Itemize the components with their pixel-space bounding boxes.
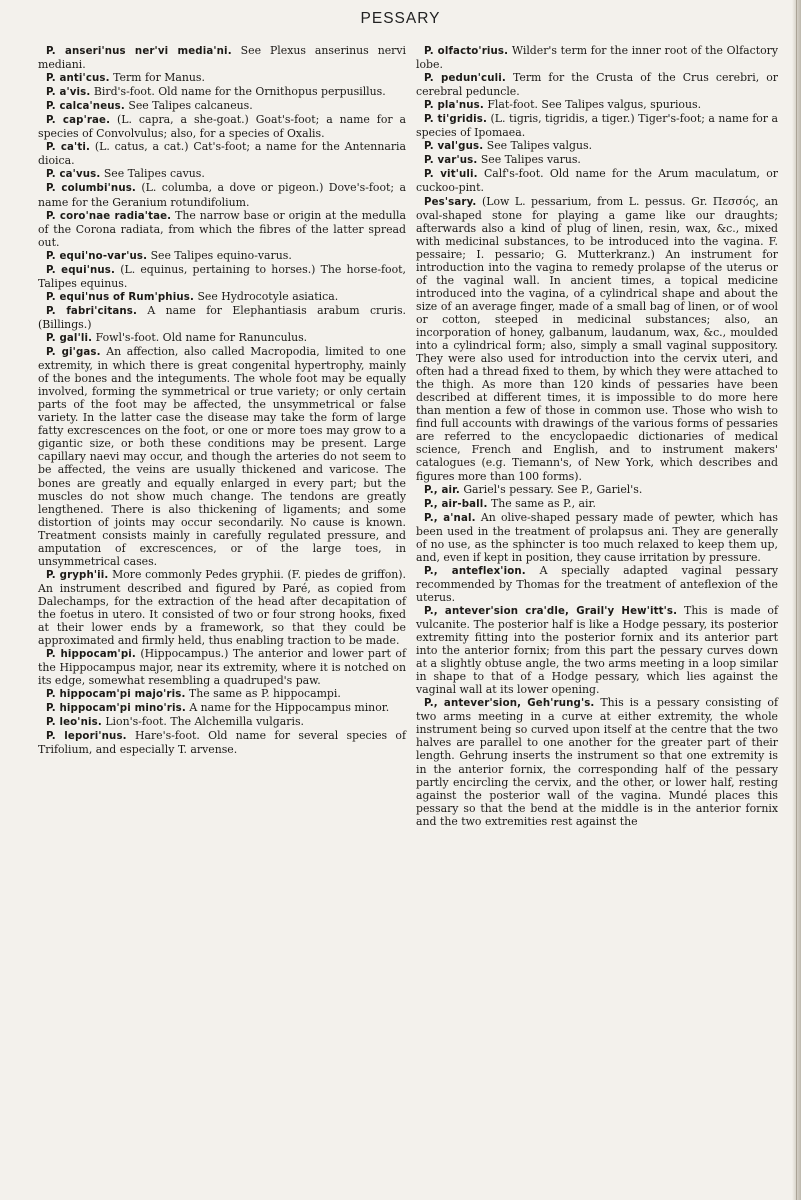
entry-definition: (L. columba, a dove or pigeon.) Dove's-foot; a name for the Geranium rotundifolium.: [38, 181, 406, 209]
entry-headword: P. ca'vus.: [46, 169, 101, 181]
page-header: PESSARY: [360, 10, 441, 27]
entry-headword: P. a'vis.: [46, 87, 91, 99]
entry-headword: P. vit'uli.: [424, 169, 478, 181]
entry-definition: See Talipes equino-varus.: [147, 248, 292, 262]
entry-definition: See Talipes valgus.: [483, 139, 593, 153]
entry-definition: Fowl's-foot. Old name for Ranunculus.: [92, 330, 308, 344]
dictionary-entry: [416, 167, 778, 194]
entry-headword: P. ti'gridis.: [424, 114, 488, 126]
entry-headword: P. equi'no-var'us.: [46, 250, 148, 262]
dictionary-entry: [416, 139, 778, 153]
entry-headword: P. fabri'citans.: [46, 305, 137, 317]
dictionary-entry: [416, 483, 778, 497]
entry-definition: See Hydrocotyle asiatica.: [193, 289, 339, 303]
entry-headword: Pes'sary.: [424, 196, 477, 208]
entry-headword: P. equi'nus of Rum'phius.: [46, 291, 194, 303]
dictionary-entry: [38, 99, 406, 113]
dictionary-entry: [38, 290, 406, 304]
entry-definition: Calf's-foot. Old name for the Arum maculatum, or cuckoo-pint.: [416, 167, 778, 195]
dictionary-entry: [38, 729, 406, 756]
dictionary-entry: [416, 71, 778, 98]
page-edge-line: [796, 0, 797, 1200]
entry-definition: A specially adapted vaginal pessary recommended by Thomas for the treatment of anteflexion of the uterus.: [416, 563, 778, 604]
entry-definition: More commonly Pedes gryphii. (F. piedes de griffon). An instrument described and figured by Paré, as copied from Dalechamps, for the extraction of the head after decapitation of the foetus in utero. It consisted of two or four strong hooks, fixed at their lower ends by a framework, so that they could be approximated and firmly held, thus enabling traction to be made.: [38, 567, 406, 648]
dictionary-entry: [38, 687, 406, 701]
entry-headword: P. gal'li.: [46, 332, 93, 344]
entry-definition: The narrow base or origin at the medulla of the Corona radiata, from which the fibres of the latter spread out.: [38, 208, 406, 249]
entry-headword: P. leo'nis.: [46, 717, 102, 729]
entry-headword: P. olfacto'rius.: [424, 46, 509, 57]
dictionary-entry: [38, 647, 406, 687]
entry-definition: An olive-shaped pessary made of pewter, which has been used in the treatment of prolapsus ani. They are generally of no use, as the sphincter is too much relaxed to keep them up, and, even if kept in position, they cause irritation by pressure.: [416, 510, 778, 564]
entry-definition: (L. equinus, pertaining to horses.) The horse-foot, Talipes equinus.: [38, 262, 406, 290]
dictionary-entry: [38, 304, 406, 331]
dictionary-entry: [38, 167, 406, 181]
entry-definition: See Talipes cavus.: [100, 167, 205, 181]
entry-headword: P., air-ball.: [424, 498, 488, 510]
dictionary-entry: [38, 249, 406, 263]
entry-definition: Term for Manus.: [109, 71, 205, 85]
entry-headword: P. cap'rae.: [46, 115, 111, 127]
entry-headword: P., antever'sion, Geh'rung's.: [424, 698, 595, 710]
dictionary-entry: [416, 564, 778, 604]
entry-headword: P. coro'nae radia'tae.: [46, 210, 172, 222]
entry-definition: See Plexus anserinus nervi mediani.: [38, 44, 406, 72]
entry-definition: (L. capra, a she-goat.) Goat's-foot; a name for a species of Convolvulus; also, for a species of Oxalis.: [38, 113, 406, 141]
left-column: [38, 44, 406, 756]
dictionary-entry: [38, 181, 406, 208]
entry-headword: P., antever'sion cra'dle, Grail'y Hew'itt's.: [424, 605, 678, 617]
dictionary-entry: [416, 44, 778, 71]
entry-definition: Wilder's term for the inner root of the Olfactory lobe.: [416, 44, 779, 72]
entry-headword: P. hippocam'pi mino'ris.: [46, 703, 186, 715]
entry-definition: Term for the Crusta of the Crus cerebri, or cerebral peduncle.: [416, 71, 778, 99]
entry-headword: P. hippocam'pi.: [46, 649, 136, 661]
dictionary-entry: [416, 153, 778, 167]
entry-headword: P. anti'cus.: [46, 73, 110, 85]
entry-headword: P. var'us.: [424, 155, 478, 167]
entry-headword: P. anseri'nus ner'vi media'ni.: [46, 46, 232, 57]
entry-definition: This is made of vulcanite. The posterior half is like a Hodge pessary, its posterior extremity fitting into the posterior fornix and its anterior part into the anterior fornix; from this part the pessary curves down at a slightly obtuse angle, the two arms meeting in a loop similar in shape to that of a Hodge pessary, which lies against the vaginal wall at its lower opening.: [416, 603, 778, 697]
dictionary-entry: [416, 112, 778, 139]
entry-headword: P., anteflex'ion.: [424, 565, 526, 577]
entry-headword: P. ca'ti.: [46, 142, 91, 154]
dictionary-entry: [38, 209, 406, 249]
dictionary-entry: [38, 113, 406, 140]
dictionary-entry: [416, 604, 778, 696]
dictionary-entry: [38, 71, 406, 85]
dictionary-entry: [38, 331, 406, 345]
dictionary-entry: [416, 511, 778, 564]
entry-definition: (Low L. pessarium, from L. pessus. Gr. Πεσσός, an oval-shaped stone for playing a game like our draughts; afterwards also a kind of plug of linen, resin, wax, &c., mixed with medicinal substances, to be introduced into the vagina. F. pessaire; I. pessario; G. Mutterkranz.) An instrument for introduction into the vagina to remedy prolapse of the uterus or of the vaginal wall. In ancient times, a topical medicine introduced into the vagina, of a cylindrical shape and about the size of an average finger, made of a small bag of linen, or of wool or cotton, steeped in medicinal substances; also, an incorporation of honey, galbanum, laudanum, wax, &c., moulded into a cylindrical form; also, simply a small vaginal suppository. They were also used for introduction into the cervix uteri, and often had a thread fixed to them, by which they were attached to the thigh. As more than 120 kinds of pessaries have been described at different times, it is impossible to do more here than mention a few of those in common use. Those who wish to find full accounts with drawings of the various forms of pessaries are referred to the encyclopaedic dictionaries of medical science, French and English, and to instrument makers' catalogues (e.g. Tiemann's, of New York, which describes and figures more than 100 forms).: [416, 194, 778, 483]
entry-headword: P. gi'gas.: [46, 347, 101, 359]
entry-definition: This is a pessary consisting of two arms meeting in a curve at either extremity, the whole instrument being so curved upon itself at the centre that the two halves are parallel to one another for the greater part of their length. Gehrung inserts the instrument so that one extremity is in the anterior fornix, the corresponding half of the pessary partly encircling the cervix, and the other, or lower half, resting against the posterior wall of the vagina. Mundé places this pessary so that the bend at the middle is in the anterior fornix and the two extremities rest against the: [416, 696, 778, 828]
dictionary-entry: [416, 497, 778, 511]
entry-definition: An affection, also called Macropodia, limited to one extremity, in which there is great congenital hypertrophy, mainly of the bones and the integuments. The whole foot may be equally involved, forming the symmetrical or true variety; or only certain parts of the foot may be affected, the unsymmetrical or false variety. In the latter case the disease may take the form of large fatty excrescences on the foot, or one or more toes may grow to a gigantic size, or both these conditions may be present. Large capillary naevi may occur, and though the arteries do not seem to be affected, the veins are usually thickened and varicose. The bones are greatly and equally enlarged in every part; but the muscles do not show much change. The tendons are greatly lengthened. There is also thickening of ligaments; and some distortion of joints may occur secondarily. No cause is known. Treatment consists mainly in carefully regulated pressure, and amputation of excrescences, or of the large toes, in unsymmetrical cases.: [38, 345, 406, 568]
right-column: [416, 44, 778, 828]
entry-definition: (Hippocampus.) The anterior and lower part of the Hippocampus major, near its extremity, where it is notched on its edge, somewhat resembling a quadruped's paw.: [38, 647, 406, 688]
dictionary-entry: [38, 140, 406, 167]
entry-headword: P. gryph'ii.: [46, 569, 109, 581]
dictionary-entry: [38, 44, 406, 71]
entry-definition: Gariel's pessary. See P., Gariel's.: [459, 482, 643, 496]
entry-definition: The same as P. hippocampi.: [185, 687, 341, 701]
entry-headword: P., a'nal.: [424, 512, 476, 524]
entry-headword: P. hippocam'pi majo'ris.: [46, 689, 186, 701]
entry-definition: (L. tigris, tigridis, a tiger.) Tiger's-foot; a name for a species of Ipomaea.: [416, 112, 778, 140]
entry-headword: P. equi'nus.: [46, 264, 116, 276]
dictionary-entry: [416, 696, 778, 827]
entry-definition: See Talipes calcaneus.: [124, 99, 253, 113]
dictionary-entry: [38, 345, 406, 568]
dictionary-entry: [38, 568, 406, 647]
dictionary-entry: [416, 98, 778, 112]
entry-headword: P. columbi'nus.: [46, 183, 136, 195]
entry-definition: A name for the Hippocampus minor.: [185, 701, 390, 715]
dictionary-entry: [38, 85, 406, 99]
entry-definition: See Talipes varus.: [477, 153, 581, 167]
entry-headword: P., air.: [424, 484, 460, 496]
dictionary-entry: [38, 263, 406, 290]
entry-headword: P. lepori'nus.: [46, 731, 127, 743]
dictionary-entry: [38, 715, 406, 729]
entry-headword: P. pedun'culi.: [424, 73, 506, 85]
dictionary-entry: [416, 195, 778, 483]
entry-headword: P. pla'nus.: [424, 100, 484, 112]
entry-headword: P. val'gus.: [424, 141, 484, 153]
entry-definition: Lion's-foot. The Alchemilla vulgaris.: [101, 715, 304, 729]
entry-definition: The same as P., air.: [487, 496, 596, 510]
entry-definition: A name for Elephantiasis arabum cruris. (Billings.): [38, 303, 406, 331]
entry-definition: Hare's-foot. Old name for several species of Trifolium, and especially T. arvense.: [38, 729, 406, 757]
dictionary-entry: [38, 701, 406, 715]
entry-definition: (L. catus, a cat.) Cat's-foot; a name for the Antennaria dioica.: [38, 140, 407, 168]
entry-definition: Flat-foot. See Talipes valgus, spurious.: [483, 98, 702, 112]
entry-headword: P. calca'neus.: [46, 101, 125, 113]
entry-definition: Bird's-foot. Old name for the Ornithopus perpusillus.: [90, 85, 386, 99]
